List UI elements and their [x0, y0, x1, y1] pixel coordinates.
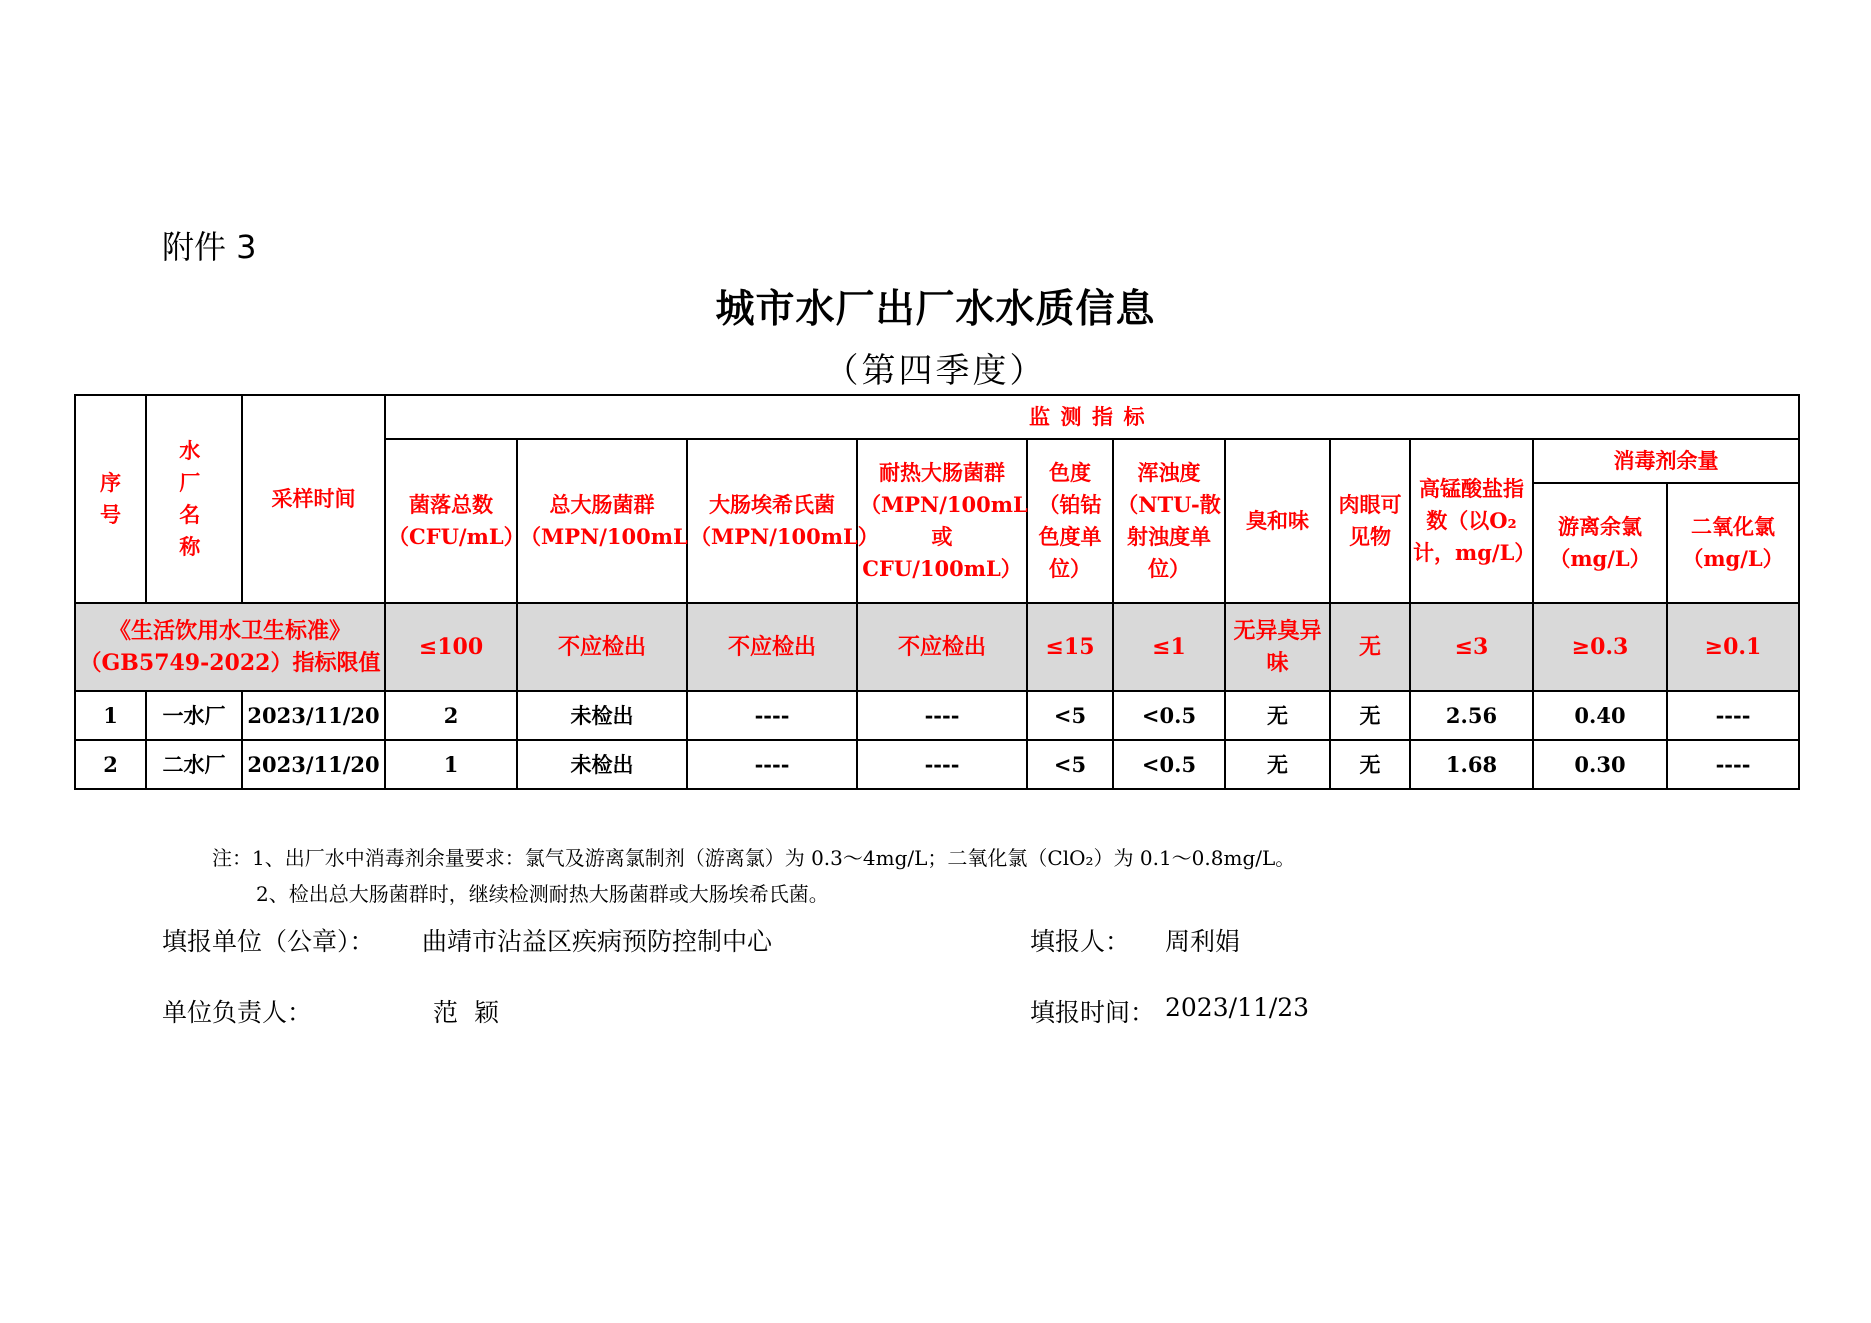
standard-value: ≤100	[385, 603, 517, 691]
reporter-value: 周利娟	[1165, 927, 1241, 956]
unit-head-label: 单位负责人：	[162, 998, 313, 1027]
header-disinfectant-residual: 消毒剂余量	[1533, 439, 1799, 483]
row-value: 无	[1330, 740, 1410, 789]
row-value: 1.68	[1410, 740, 1533, 789]
row-seq: 2	[75, 740, 146, 789]
header-plant-name: 水厂名称	[146, 395, 242, 603]
table-row	[75, 740, 1799, 789]
header-indicator: 臭和味	[1225, 439, 1330, 603]
row-value: 无	[1330, 691, 1410, 740]
header-free-chlorine: 游离余氯（mg/L）	[1533, 483, 1667, 603]
page-title: 城市水厂出厂水水质信息	[715, 287, 1156, 332]
reporter-label: 填报人：	[1030, 927, 1131, 956]
standard-limits-row	[75, 603, 1799, 691]
row-plant: 一水厂	[146, 691, 242, 740]
header-indicator: 耐热大肠菌群（MPN/100mL或CFU/100mL）	[857, 439, 1027, 603]
notes	[212, 840, 1295, 912]
header-indicator: 大肠埃希氏菌（MPN/100mL）	[687, 439, 857, 603]
row-value: 1	[385, 740, 517, 789]
page-subtitle: （第四季度）	[824, 351, 1047, 391]
standard-value: 无异臭异味	[1225, 603, 1330, 691]
header-indicator: 菌落总数（CFU/mL）	[385, 439, 517, 603]
row-value: ----	[687, 740, 857, 789]
row-date: 2023/11/20	[242, 740, 385, 789]
header-monitoring-indicators: 监测指标	[385, 395, 1799, 439]
row-value: ----	[1667, 691, 1799, 740]
row-value: <0.5	[1113, 691, 1225, 740]
standard-label: 《生活饮用水卫生标准》（GB5749-2022）指标限值	[75, 603, 385, 691]
standard-value: 不应检出	[687, 603, 857, 691]
report-time-value: 2023/11/23	[1165, 993, 1310, 1022]
header-indicator: 肉眼可见物	[1330, 439, 1410, 603]
row-plant: 二水厂	[146, 740, 242, 789]
report-time-label: 填报时间：	[1030, 998, 1156, 1027]
table-row	[75, 691, 1799, 740]
row-value: 无	[1225, 691, 1330, 740]
standard-value: 不应检出	[857, 603, 1027, 691]
header-indicator: 总大肠菌群（MPN/100mL	[517, 439, 687, 603]
row-value: <0.5	[1113, 740, 1225, 789]
row-value: 0.40	[1533, 691, 1667, 740]
standard-value: 不应检出	[517, 603, 687, 691]
row-value: ----	[1667, 740, 1799, 789]
standard-value: ≤3	[1410, 603, 1533, 691]
header-indicator: 高锰酸盐指数（以O₂计，mg/L）	[1410, 439, 1533, 603]
row-value: 2	[385, 691, 517, 740]
row-value: ----	[857, 740, 1027, 789]
unit-head-value: 范 颖	[433, 998, 503, 1027]
water-quality-table	[74, 394, 1800, 790]
reporting-unit-label: 填报单位（公章）：	[162, 927, 375, 956]
row-value: <5	[1027, 740, 1113, 789]
standard-value: ≥0.1	[1667, 603, 1799, 691]
row-value: ----	[857, 691, 1027, 740]
row-value: <5	[1027, 691, 1113, 740]
row-value: 无	[1225, 740, 1330, 789]
row-value: 未检出	[517, 691, 687, 740]
row-value: 2.56	[1410, 691, 1533, 740]
standard-value: ≥0.3	[1533, 603, 1667, 691]
row-value: ----	[687, 691, 857, 740]
standard-value: 无	[1330, 603, 1410, 691]
header-seq: 序号	[75, 395, 146, 603]
row-date: 2023/11/20	[242, 691, 385, 740]
standard-value: ≤15	[1027, 603, 1113, 691]
standard-value: ≤1	[1113, 603, 1225, 691]
header-sampling-time: 采样时间	[242, 395, 385, 603]
note-item: 注：1、出厂水中消毒剂余量要求：氯气及游离氯制剂（游离氯）为 0.3～4mg/L；二氧化氯（ClO₂）为 0.1～0.8mg/L。	[212, 846, 1296, 870]
reporting-unit-value: 曲靖市沾益区疾病预防控制中心	[422, 927, 773, 956]
header-indicator: 色度（铂钴色度单位）	[1027, 439, 1113, 603]
header-chlorine-dioxide: 二氧化氯（mg/L）	[1667, 483, 1799, 603]
row-seq: 1	[75, 691, 146, 740]
row-value: 0.30	[1533, 740, 1667, 789]
note-item: 2、检出总大肠菌群时，继续检测耐热大肠菌群或大肠埃希氏菌。	[256, 882, 829, 906]
header-indicator: 浑浊度（NTU-散射浊度单位）	[1113, 439, 1225, 603]
row-value: 未检出	[517, 740, 687, 789]
attachment-label: 附件 3	[162, 228, 257, 266]
